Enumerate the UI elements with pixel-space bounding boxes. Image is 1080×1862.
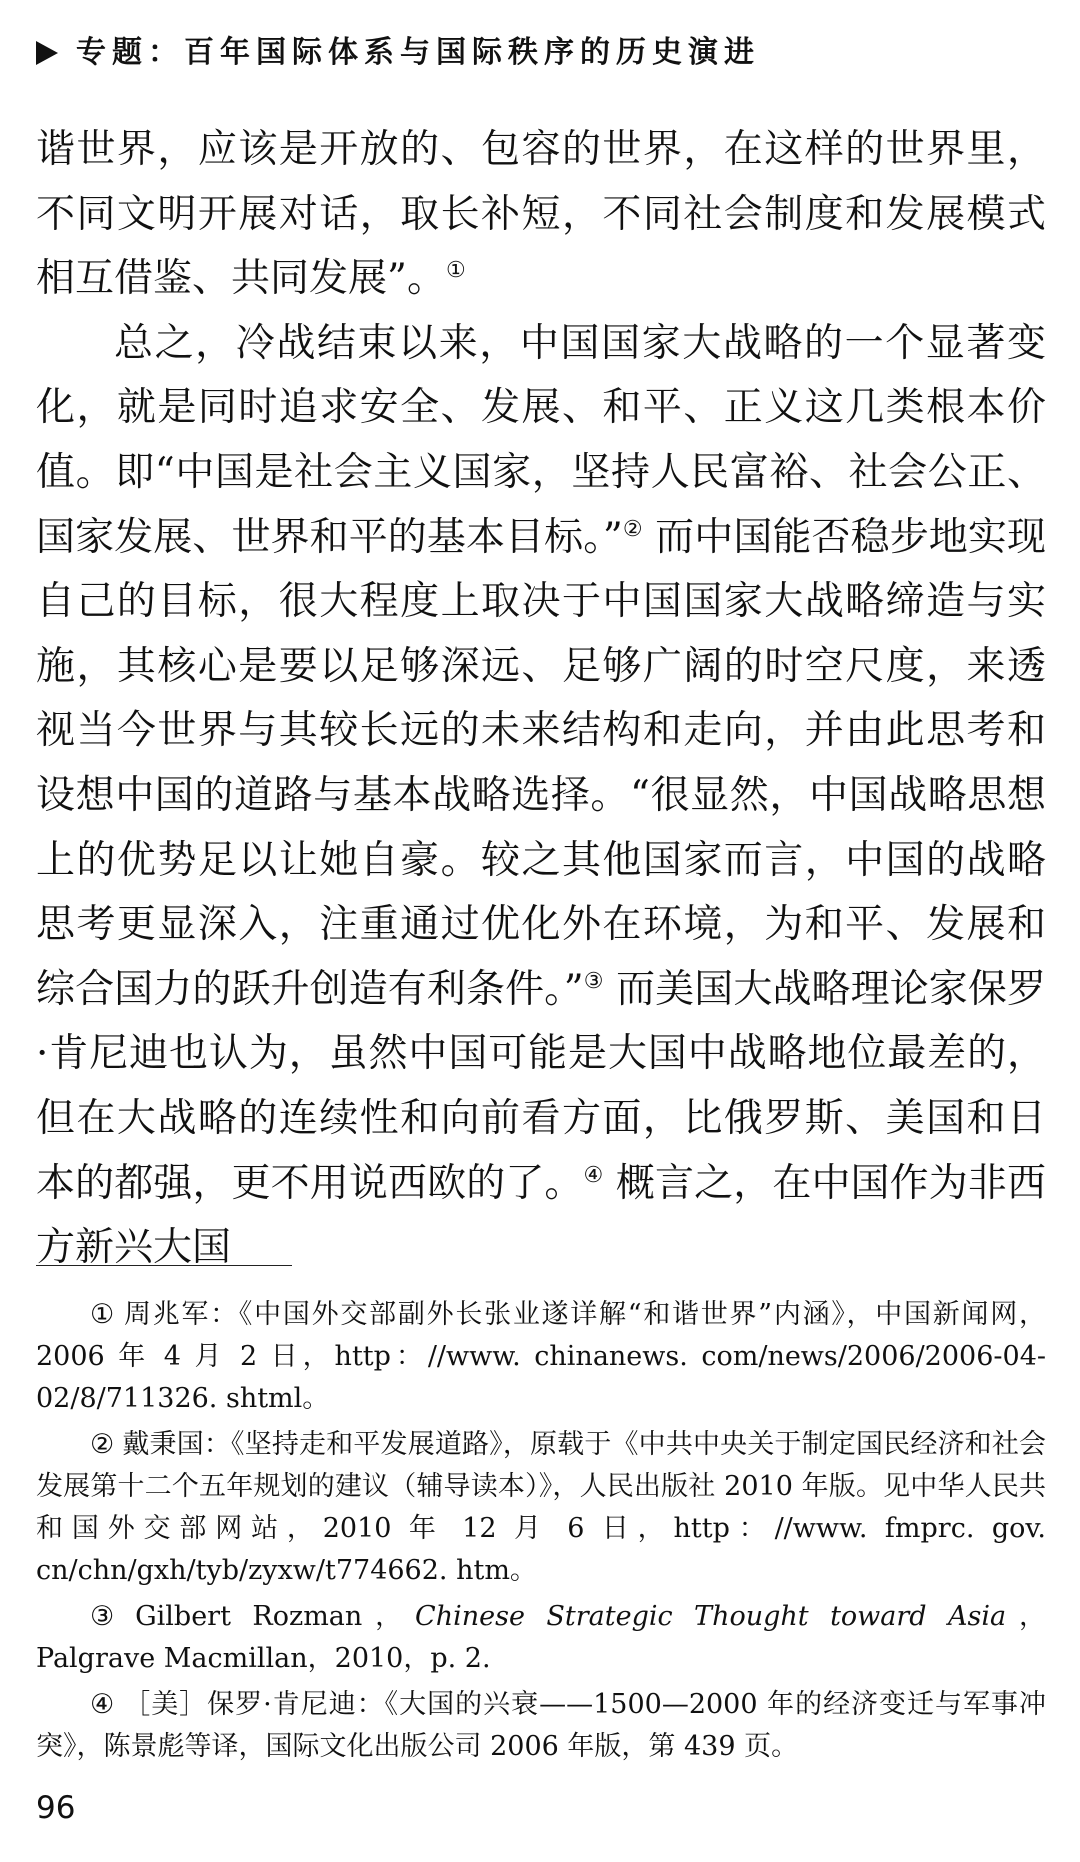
paragraph-2-text-4: 概言之，在中国作为非西方新兴大国 xyxy=(36,1160,1046,1271)
footnote-4 xyxy=(36,1684,1046,1768)
footnote-3-number: ③ xyxy=(90,1601,128,1632)
footnote-ref-4[interactable]: ④ xyxy=(583,1162,604,1188)
triangle-marker-icon xyxy=(36,41,58,65)
footnote-3-book-title: Chinese Strategic Thought toward Asia xyxy=(415,1601,1007,1632)
footnote-1-number: ① xyxy=(90,1299,116,1330)
footnote-3 xyxy=(36,1596,1046,1680)
footnote-2-text: 戴秉国：《坚持走和平发展道路》，原载于《中共中央关于制定国民经济和社会发展第十二个五年规划的建议（辅导读本）》，人民出版社 2010 年版。见中华人民共和国外交部网站，2010 年 12 月 6 日，http：//www. fmprc. gov. cn/chn/gxh/tyb/zyxw/t774662. htm。 xyxy=(36,1429,1046,1586)
footnote-ref-2[interactable]: ② xyxy=(622,516,643,542)
footnotes xyxy=(36,1294,1046,1772)
paragraph-2-text-2: 而中国能否稳步地实现自己的目标，很大程度上取决于中国国家大战略缔造与实施，其核心是要以足够深远、足够广阔的时空尺度，来透视当今世界与其较长远的未来结构和走向，并由此思考和设想中国的道路与基本战略选择。“很显然，中国战略思想上的优势足以让她自豪。较之其他国家而言，中国的战略思考更显深入，注重通过优化外在环境，为和平、发展和综合国力的跃升创造有利条件。” xyxy=(36,514,1046,1012)
footnote-1 xyxy=(36,1294,1046,1420)
main-text xyxy=(36,118,1046,1281)
footnote-2 xyxy=(36,1424,1046,1592)
footnote-4-text: ［美］保罗·肯尼迪：《大国的兴衰——1500—2000 年的经济变迁与军事冲突》，陈景彪等译，国际文化出版公司 2006 年版，第 439 页。 xyxy=(36,1689,1046,1762)
paragraph-1 xyxy=(36,118,1046,312)
paragraph-2 xyxy=(36,312,1046,1281)
footnote-3-author: Gilbert Rozman， xyxy=(135,1601,416,1632)
footnote-divider xyxy=(36,1265,292,1266)
footnote-ref-1[interactable]: ① xyxy=(445,258,466,284)
running-header xyxy=(36,30,1046,76)
header-title: 专题：百年国际体系与国际秩序的历史演进 xyxy=(76,35,760,70)
paragraph-2-text-1: 总之，冷战结束以来，中国国家大战略的一个显著变化，就是同时追求安全、发展、和平、正义这几类根本价值。即“中国是社会主义国家，坚持人民富裕、社会公正、国家发展、世界和平的基本目标。” xyxy=(36,320,1046,560)
footnote-ref-3[interactable]: ③ xyxy=(583,968,604,994)
page-number: 96 xyxy=(36,1790,76,1826)
footnote-1-text: 周兆军：《中国外交部副外长张业遂详解“和谐世界”内涵》，中国新闻网，2006 年 4 月 2 日，http：//www. chinanews. com/news/2006/2006-04-02/8/711326. shtml。 xyxy=(36,1299,1046,1414)
footnote-2-number: ② xyxy=(90,1429,115,1460)
paragraph-1-text: 谐世界，应该是开放的、包容的世界，在这样的世界里，不同文明开展对话，取长补短，不同社会制度和发展模式相互借鉴、共同发展”。 xyxy=(36,127,1046,302)
footnote-4-number: ④ xyxy=(90,1689,116,1720)
footnote-3-publisher: ，Palgrave Macmillan，2010，p. 2. xyxy=(36,1601,1046,1674)
paragraph-2-text-3: 而美国大战略理论家保罗·肯尼迪也认为，虽然中国可能是大国中战略地位最差的，但在大战略的连续性和向前看方面，比俄罗斯、美国和日本的都强，更不用说西欧的了。 xyxy=(36,966,1046,1206)
